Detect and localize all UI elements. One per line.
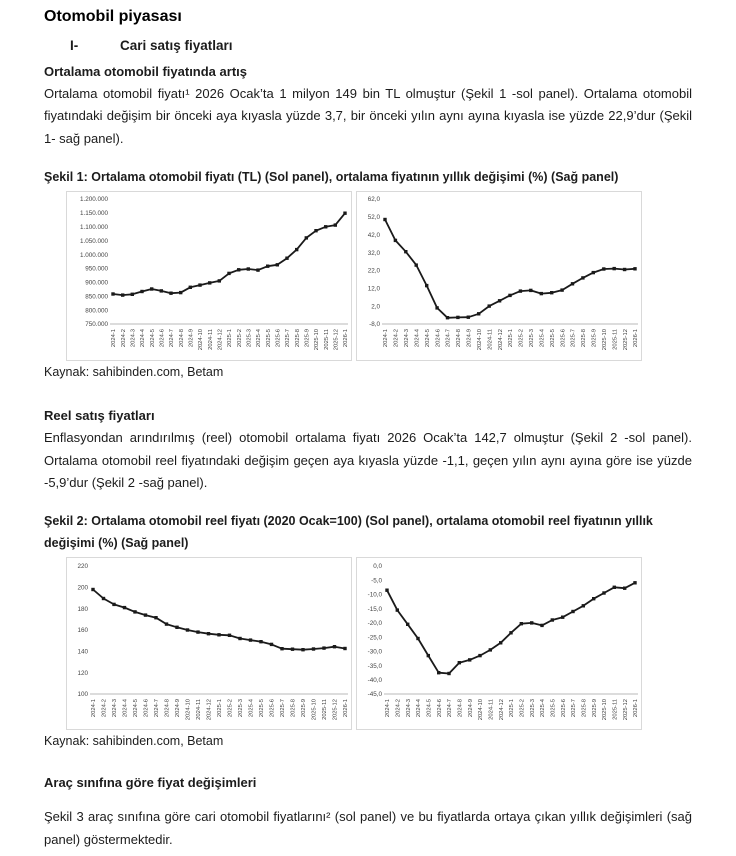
fig1-right-ytick: 52,0: [367, 214, 380, 222]
fig2-right-xtick: 2025-7: [571, 699, 578, 718]
fig2-right-ytick: -35,0: [367, 663, 382, 671]
fig2-left-xtick: 2025-4: [248, 699, 255, 718]
fig2-left-xtick: 2025-8: [290, 699, 297, 718]
fig2-left-xtick: 2025-9: [301, 699, 308, 718]
fig2-left-xtick: 2025-5: [259, 699, 266, 718]
fig2-left-ytick: 220: [77, 563, 88, 571]
fig2-right-ytick: -15,0: [367, 606, 382, 614]
fig2-right-xtick: 2025-10: [602, 699, 609, 721]
fig2-left-ytick: 160: [77, 627, 88, 635]
fig2-right-ytick: -30,0: [367, 648, 382, 656]
fig1-left-xtick: 2024-11: [207, 329, 214, 351]
fig1-right-ytick: -8,0: [369, 321, 380, 329]
figure1: [66, 191, 692, 361]
figure1-left-chart: [66, 191, 352, 361]
fig2-right-xtick: 2024-6: [436, 699, 443, 718]
fig1-left-xtick: 2025-9: [304, 329, 311, 348]
fig1-left-xtick: 2025-5: [265, 329, 272, 348]
fig2-left-xtick: 2024-5: [133, 699, 140, 718]
fig1-right-xtick: 2025-6: [560, 329, 567, 348]
fig1-right-xtick: 2026-1: [633, 329, 640, 348]
fig2-right-xtick: 2025-11: [612, 699, 619, 721]
fig1-right-xtick: 2024-3: [404, 329, 411, 348]
fig1-right-xtick: 2024-5: [424, 329, 431, 348]
fig1-right-xtick: 2024-10: [476, 329, 483, 351]
fig1-right-ytick: 22,0: [367, 267, 380, 275]
fig1-right-xtick: 2025-7: [570, 329, 577, 348]
fig2-left-xtick: 2025-11: [322, 699, 329, 721]
fig2-right-xtick: 2025-2: [519, 699, 526, 718]
fig1-right-ytick: 2,0: [371, 303, 380, 311]
fig2-left-xtick: 2025-10: [311, 699, 318, 721]
fig2-left-xtick: 2024-6: [143, 699, 150, 718]
page-title: Otomobil piyasası: [44, 8, 182, 25]
fig1-right-xtick: 2025-1: [508, 329, 515, 348]
heading-arac-sinifi: Araç sınıfına göre fiyat değişimleri: [44, 775, 257, 791]
fig2-right-svg: [357, 558, 641, 729]
fig1-left-xtick: 2025-8: [294, 329, 301, 348]
fig2-left-ytick: 140: [77, 648, 88, 656]
fig2-right-ytick: -5,0: [371, 577, 382, 585]
fig2-right-xtick: 2025-9: [591, 699, 598, 718]
section-number: I-: [70, 38, 79, 53]
section-heading-cari: [44, 38, 692, 54]
fig2-left-xtick: 2024-3: [112, 699, 119, 718]
fig2-right-xtick: 2025-12: [622, 699, 629, 721]
fig1-right-xtick: 2025-2: [518, 329, 525, 348]
fig1-right-xtick: 2025-8: [581, 329, 588, 348]
fig2-left-xtick: 2024-1: [91, 699, 98, 718]
figure1-right-chart: [356, 191, 642, 361]
fig1-left-ytick: 1.000.000: [79, 251, 108, 259]
fig1-left-xtick: 2024-2: [120, 329, 127, 348]
fig2-right-xtick: 2026-1: [633, 699, 640, 718]
fig2-right-xtick: 2025-3: [529, 699, 536, 718]
fig1-left-xtick: 2025-1: [227, 329, 234, 348]
fig2-left-xtick: 2024-11: [196, 699, 203, 721]
heading-reel: Reel satış fiyatları: [44, 408, 155, 424]
fig1-right-xtick: 2024-2: [393, 329, 400, 348]
heading-ortalama-artis: Ortalama otomobil fiyatında artış: [44, 64, 247, 79]
fig2-right-xtick: 2025-4: [540, 699, 547, 718]
fig2-right-xtick: 2024-4: [416, 699, 423, 718]
fig2-left-xtick: 2024-2: [101, 699, 108, 718]
fig2-right-xtick: 2024-1: [385, 699, 392, 718]
fig2-left-xtick: 2025-7: [280, 699, 287, 718]
fig1-left-xtick: 2025-2: [236, 329, 243, 348]
fig2-left-ytick: 100: [77, 691, 88, 699]
fig2-right-ytick: -10,0: [367, 592, 382, 600]
fig1-left-xtick: 2024-10: [198, 329, 205, 351]
fig1-left-ytick: 1.050.000: [79, 238, 108, 246]
fig1-right-ytick: 12,0: [367, 285, 380, 293]
fig1-right-xtick: 2024-11: [487, 329, 494, 351]
fig2-left-xtick: 2025-12: [332, 699, 339, 721]
fig2-left-xtick: 2024-7: [154, 699, 161, 718]
fig1-left-ytick: 950.000: [85, 265, 108, 273]
fig1-right-xtick: 2025-5: [549, 329, 556, 348]
fig1-left-xtick: 2024-5: [149, 329, 156, 348]
fig2-right-xtick: 2025-5: [550, 699, 557, 718]
fig2-left-xtick: 2024-9: [175, 699, 182, 718]
fig2-right-xtick: 2024-5: [426, 699, 433, 718]
fig2-left-xtick: 2024-4: [122, 699, 129, 718]
fig1-left-xtick: 2024-6: [159, 329, 166, 348]
paragraph-cari-fiyat: Ortalama otomobil fiyatı¹ 2026 Ocak’ta 1 milyon 149 bin TL olmuştur (Şekil 1 -sol panel). Ortalama otomobil fiyatındaki değişim bir önceki aya kıyasla yüzde 3,7, bir önceki yılın aynı ayına kıyasla ise yüzde 22,9’dur (Şekil 1- sağ panel).: [44, 86, 692, 146]
fig1-right-ytick: 32,0: [367, 249, 380, 257]
fig2-right-xtick: 2024-12: [498, 699, 505, 721]
figure1-caption: Şekil 1: Ortalama otomobil fiyatı (TL) (Sol panel), ortalama fiyatının yıllık değişimi (%) (Sağ panel): [44, 170, 619, 185]
figure2-caption: Şekil 2: Ortalama otomobil reel fiyatı (2020 Ocak=100) (Sol panel), ortalama otomobil reel fiyatının yıllık değişimi (%) (Sağ panel): [44, 514, 653, 551]
fig1-left-ytick: 750.000: [85, 321, 108, 329]
fig2-right-ytick: -45,0: [367, 691, 382, 699]
fig2-right-xtick: 2024-11: [488, 699, 495, 721]
fig2-right-xtick: 2024-10: [478, 699, 485, 721]
fig1-left-xtick: 2024-9: [188, 329, 195, 348]
fig1-right-xtick: 2025-11: [612, 329, 619, 351]
fig2-right-xtick: 2024-9: [467, 699, 474, 718]
figure2: [66, 557, 692, 730]
fig1-left-ytick: 850.000: [85, 293, 108, 301]
fig1-left-xtick: 2025-3: [246, 329, 253, 348]
fig2-left-ytick: 200: [77, 584, 88, 592]
figure2-right-chart: [356, 557, 642, 730]
fig1-right-xtick: 2025-3: [529, 329, 536, 348]
fig2-left-xtick: 2024-8: [164, 699, 171, 718]
fig2-left-xtick: 2024-12: [206, 699, 213, 721]
fig1-left-ytick: 1.200.000: [79, 196, 108, 204]
fig1-left-xtick: 2026-1: [343, 329, 350, 348]
fig1-left-xtick: 2025-12: [333, 329, 340, 351]
fig2-left-xtick: 2025-2: [227, 699, 234, 718]
fig1-left-ytick: 1.100.000: [79, 224, 108, 232]
fig1-left-ytick: 1.150.000: [79, 210, 108, 218]
fig2-left-ytick: 180: [77, 606, 88, 614]
fig1-right-xtick: 2024-9: [466, 329, 473, 348]
fig1-right-xtick: 2024-4: [414, 329, 421, 348]
fig2-right-xtick: 2025-6: [560, 699, 567, 718]
fig2-left-xtick: 2025-6: [269, 699, 276, 718]
fig1-left-xtick: 2025-7: [285, 329, 292, 348]
fig2-right-xtick: 2024-8: [457, 699, 464, 718]
fig1-left-xtick: 2024-3: [130, 329, 137, 348]
fig2-left-svg: [67, 558, 351, 729]
fig1-right-xtick: 2024-8: [456, 329, 463, 348]
fig1-right-svg: [357, 192, 641, 360]
fig1-left-xtick: 2025-6: [275, 329, 282, 348]
fig1-left-svg: [67, 192, 351, 360]
fig1-right-xtick: 2025-9: [591, 329, 598, 348]
fig1-right-xtick: 2025-4: [539, 329, 546, 348]
fig2-left-ytick: 120: [77, 670, 88, 678]
fig2-left-xtick: 2025-3: [238, 699, 245, 718]
fig1-left-xtick: 2024-12: [217, 329, 224, 351]
fig1-right-ytick: 42,0: [367, 232, 380, 240]
fig2-right-ytick: -40,0: [367, 677, 382, 685]
fig2-right-ytick: -20,0: [367, 620, 382, 628]
figure2-left-chart: [66, 557, 352, 730]
fig2-right-xtick: 2024-2: [395, 699, 402, 718]
fig1-left-xtick: 2025-11: [323, 329, 330, 351]
fig1-right-xtick: 2025-10: [601, 329, 608, 351]
fig2-left-xtick: 2025-1: [217, 699, 224, 718]
paragraph-reel-fiyat: Enflasyondan arındırılmış (reel) otomobil ortalama fiyatı 2026 Ocak’ta 142,7 olmuştur (Şekil 2 -sol panel). Ortalama otomobil reel fiyatındaki değişim geçen aya kıyasla yüzde -1,1, geçen yılın aynı ayına göre ise yüzde -5,9’dur (Şekil 2 -sağ panel).: [44, 430, 692, 491]
fig1-left-ytick: 800.000: [85, 307, 108, 315]
fig1-left-xtick: 2024-1: [111, 329, 118, 348]
fig1-left-xtick: 2025-4: [256, 329, 263, 348]
fig1-right-xtick: 2024-6: [435, 329, 442, 348]
fig1-right-xtick: 2024-1: [383, 329, 390, 348]
figure1-source: Kaynak: sahibinden.com, Betam: [44, 365, 224, 380]
fig1-left-xtick: 2024-8: [178, 329, 185, 348]
section-title: Cari satış fiyatları: [120, 38, 233, 53]
paragraph-arac-sinifi: Şekil 3 araç sınıfına göre cari otomobil fiyatlarını² (sol panel) ve bu fiyatlarda ortaya çıkan yıllık değişimleri (sağ panel) göstermektedir.: [44, 809, 692, 847]
figure2-source: Kaynak: sahibinden.com, Betam: [44, 734, 224, 749]
fig2-right-xtick: 2024-7: [447, 699, 454, 718]
fig1-right-xtick: 2024-7: [445, 329, 452, 348]
fig1-left-xtick: 2024-4: [140, 329, 147, 348]
fig1-right-ytick: 62,0: [367, 196, 380, 204]
fig2-left-xtick: 2026-1: [343, 699, 350, 718]
fig2-right-xtick: 2024-3: [405, 699, 412, 718]
fig2-right-xtick: 2025-1: [509, 699, 516, 718]
fig2-right-ytick: -25,0: [367, 634, 382, 642]
fig2-left-xtick: 2024-10: [185, 699, 192, 721]
fig1-right-xtick: 2024-12: [497, 329, 504, 351]
fig2-right-xtick: 2025-8: [581, 699, 588, 718]
fig1-left-xtick: 2024-7: [169, 329, 176, 348]
fig2-right-ytick: 0,0: [373, 563, 382, 571]
fig1-right-xtick: 2025-12: [622, 329, 629, 351]
fig1-left-ytick: 900.000: [85, 279, 108, 287]
fig1-left-xtick: 2025-10: [314, 329, 321, 351]
